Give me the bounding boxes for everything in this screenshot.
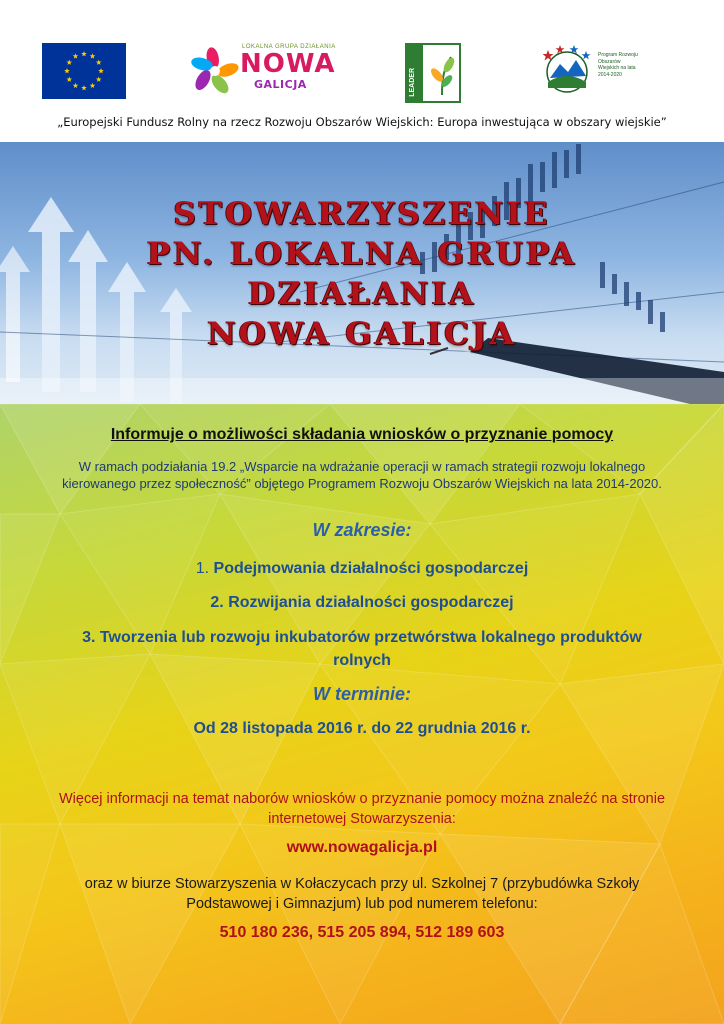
title-line-4: NOWA GALICJA (207, 316, 517, 352)
application-dates: Od 28 listopada 2016 r. do 22 grudnia 2016 r. (193, 720, 531, 737)
scope-item-2 (0, 594, 724, 612)
logo-strip (0, 0, 724, 140)
lgd-galicja-label: GALICJA (254, 78, 307, 91)
flower-icon (190, 46, 240, 96)
leader-label: LEADER (409, 68, 416, 97)
scope-item-number: 2. (210, 594, 224, 611)
scope-item-number: 1. (195, 560, 210, 577)
eu-flag-icon (42, 43, 126, 99)
eafrd-quote: „Europejski Fundusz Rolny na rzecz Rozwoju Obszarów Wiejskich: Europa inwestująca w obszary wiejskie” (57, 115, 667, 129)
term-heading: W terminie: (312, 684, 411, 704)
announcement-body (0, 404, 724, 1024)
leader-plant-icon (425, 51, 459, 97)
more-info-text: Więcej informacji na temat naborów wniosków o przyznanie pomocy można znaleźć na stronie internetowej Stowarzyszenia: (58, 791, 666, 827)
lgd-nowa-label: NOWA (240, 49, 336, 79)
scope-heading: W zakresie: (312, 520, 412, 540)
prow-logo (538, 42, 638, 100)
headline: Informuje o możliwości składania wniosków o przyznanie pomocy (110, 426, 614, 443)
scope-item-1 (0, 560, 724, 578)
scope-item-3 (60, 626, 664, 672)
intro-text: W ramach podziałania 19.2 „Wsparcie na wdrażanie operacji w ramach strategii rozwoju lokalnego kierowanego przez społeczność” objętego Programem Rozwoju Obszarów Wiejskich na lata 2014-2020. (62, 459, 662, 491)
title-line-2: PN. LOKALNA GRUPA (146, 236, 578, 272)
scope-item-number: 3. (82, 629, 96, 646)
prow-label: Program Rozwoju Obszarów Wiejskich na lata 2014-2020 (598, 52, 638, 78)
scope-item-text: Podejmowania działalności gospodarczej (213, 560, 529, 577)
lgd-nowa-galicja-logo (190, 40, 350, 102)
prow-emblem-icon (538, 42, 596, 100)
scope-item-text: Tworzenia lub rozwoju inkubatorów przetwórstwa lokalnego produktów rolnych (99, 629, 642, 669)
office-info-text: oraz w biurze Stowarzyszenia w Kołaczycach przy ul. Szkolnej 7 (przybudówka Szkoły Podstawowej i Gimnazjum) lub pod numerem telefonu: (84, 876, 640, 912)
leader-logo (405, 43, 461, 103)
organization-title (0, 194, 724, 354)
title-banner (0, 142, 724, 404)
title-line-1: STOWARZYSZENIE (173, 196, 551, 232)
lgd-small-label: LOKALNA GRUPA DZIAŁANIA (242, 44, 336, 50)
scope-item-text: Rozwijania działalności gospodarczej (228, 594, 514, 611)
website-link[interactable]: www.nowagalicja.pl (286, 839, 438, 856)
phone-numbers[interactable]: 510 180 236, 515 205 894, 512 189 603 (219, 924, 505, 941)
title-line-3: DZIAŁANIA (247, 276, 476, 312)
